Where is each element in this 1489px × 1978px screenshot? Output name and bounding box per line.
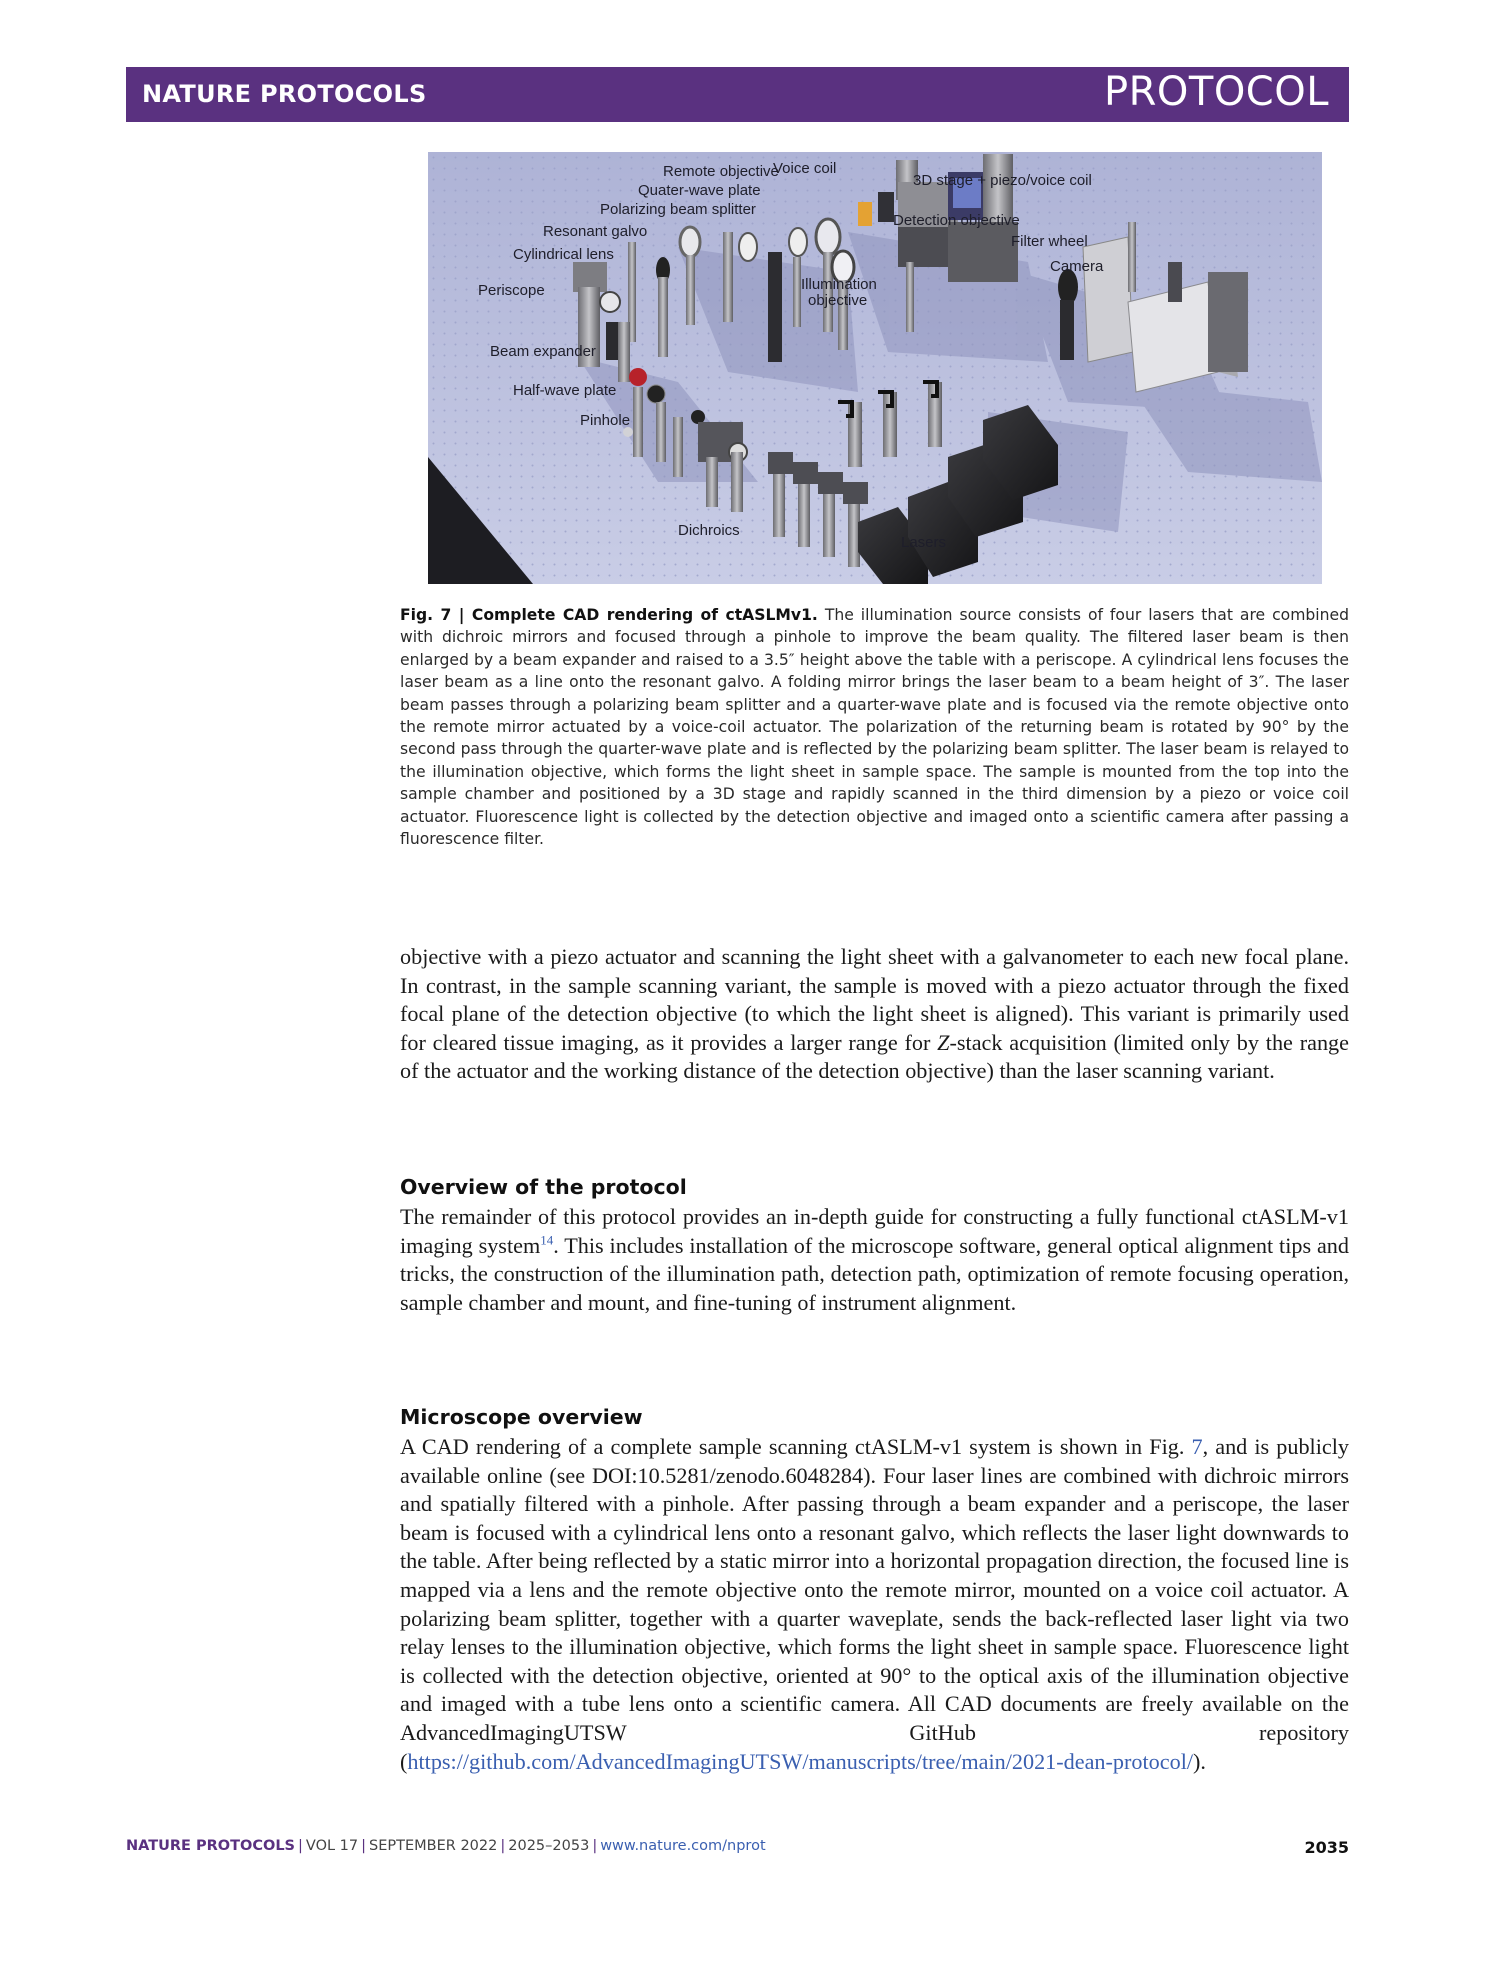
- journal-name: NATURE PROTOCOLS: [142, 80, 427, 108]
- label-pinhole: Pinhole: [580, 412, 631, 429]
- footer-volume: VOL 17: [305, 1838, 359, 1854]
- reference-link-14[interactable]: 14: [540, 1232, 554, 1248]
- github-repository-link[interactable]: https://github.com/AdvancedImagingUTSW/manuscripts/tree/main/2021-dean-protocol/: [407, 1748, 1194, 1774]
- label-lasers: Lasers: [901, 534, 947, 551]
- cad-rendering-figure: [428, 152, 1322, 584]
- label-voice-coil: Voice coil: [773, 160, 837, 177]
- paragraph-text: . This includes installation of the microscope software, general optical alignment tips and tricks, the construction of the illumination path, detection path, optimization of remote focusing operation, sample chamber and mount, and fine-tuning of instrument alignment.: [400, 1232, 1349, 1315]
- paragraph-overview: [400, 1203, 1349, 1317]
- label-camera: Camera: [1050, 258, 1104, 275]
- cad-rendering-illustration: [428, 152, 1322, 584]
- paragraph-text: A CAD rendering of a complete sample scanning ctASLM-v1 system is shown in Fig.: [400, 1434, 1192, 1459]
- paragraph-text: , and is publicly available online (see DOI:10.5281/zenodo.6048284). Four laser lines are combined with dichroic mirrors and spatially filtered with a pinhole. After passing through a beam expander and a periscope, the laser beam is focused with a cylindrical lens onto a resonant galvo, which reflects the laser light downwards to the table. After being reflected by a static mirror into a horizontal propagation direction, the focused line is mapped via a lens and the remote objective onto the remote mirror, mounted on a voice coil actuator. A polarizing beam splitter, together with a quarter waveplate, sends the back-reflected laser light via two relay lenses to the illumination objective, which forms the light sheet in sample space. Fluorescence light is collected with the detection objective, oriented at 90° to the optical axis of the illumination objective and imaged with a tube lens onto a scientific camera. All CAD documents are freely available on the AdvancedImagingUTSW GitHub repository (: [400, 1434, 1349, 1774]
- label-polarizing-beam-splitter: Polarizing beam splitter: [600, 201, 756, 218]
- label-half-wave-plate: Half-wave plate: [513, 382, 617, 399]
- label-remote-objective: Remote objective: [663, 163, 779, 180]
- figure-caption-text: The illumination source consists of four lasers that are combined with dichroic mirrors and focused through a pinhole to improve the beam quality. The filtered laser beam is then enlarged by a beam expander and raised to a 3.5″ height above the table with a periscope. A cylindrical lens focuses the laser beam as a line onto the resonant galvo. A folding mirror brings the laser beam to a beam height of 3″. The laser beam passes through a polarizing beam splitter and a quarter-wave plate and is focused via the remote objective onto the remote mirror actuated by a voice-coil actuator. The polarization of the returning beam is rotated by 90° by the second pass through the quarter-wave plate and is reflected by the polarizing beam splitter. The laser beam is relayed to the illumination objective, which forms the light sheet in sample space. The sample is mounted from the top into the sample chamber and positioned by a 3D stage and rapidly scanned in the third dimension by a piezo or voice coil actuator. Fluorescence light is collected by the detection objective and imaged onto a scientific camera after passing a fluorescence filter.: [400, 606, 1349, 849]
- label-quarter-wave-plate: Quater-wave plate: [638, 182, 761, 199]
- paragraph-text: ).: [1193, 1748, 1206, 1774]
- footer-url-link[interactable]: www.nature.com/nprot: [600, 1838, 766, 1854]
- footer-citation: NATURE PROTOCOLS | VOL 17 | SEPTEMBER 2022 | 2025–2053 | www.nature.com/nprot: [126, 1838, 766, 1854]
- label-beam-expander: Beam expander: [490, 343, 596, 360]
- paragraph-text: objective with a piezo actuator and scanning the light sheet with a galvanometer to each new focal plane. In contrast, in the sample scanning variant, the sample is moved with a piezo actuator through the fixed focal plane of the detection objective (to which the light sheet is aligned). This variant is primarily used for cleared tissue imaging, as it provides a larger range for: [400, 944, 1349, 1055]
- footer-date: SEPTEMBER 2022: [369, 1838, 498, 1854]
- italic-z: Z: [937, 1029, 950, 1055]
- label-illumination-objective-line2: objective: [808, 292, 868, 309]
- label-illumination-objective-line1: Illumination: [801, 276, 877, 293]
- label-periscope: Periscope: [478, 282, 545, 299]
- page-number: 2035: [1304, 1838, 1349, 1857]
- paragraph-text: -stack acquisition (limited only by the range of the actuator and the working distance of the detection objective) than the laser scanning variant.: [400, 1029, 1349, 1084]
- figure-reference-link[interactable]: 7: [1191, 1434, 1203, 1459]
- footer-journal: NATURE PROTOCOLS: [126, 1838, 296, 1854]
- label-detection-objective: Detection objective: [893, 212, 1020, 229]
- heading-microscope-overview: Microscope overview: [400, 1405, 643, 1429]
- figure-caption: [400, 604, 1349, 850]
- label-filter-wheel: Filter wheel: [1011, 233, 1088, 250]
- paragraph-text: The remainder of this protocol provides an in-depth guide for constructing a fully functional ctASLM-v1 imaging system: [400, 1204, 1349, 1258]
- journal-header-bar: [126, 67, 1349, 122]
- paragraph-microscope-overview: [400, 1433, 1349, 1776]
- label-3d-stage: 3D stage + piezo/voice coil: [913, 172, 1092, 189]
- heading-overview: Overview of the protocol: [400, 1175, 687, 1199]
- paragraph-scanning-variants: [400, 943, 1349, 1086]
- figure-caption-title: Fig. 7 | Complete CAD rendering of ctASLMv1.: [400, 606, 818, 624]
- label-resonant-galvo: Resonant galvo: [543, 223, 648, 240]
- label-dichroics: Dichroics: [678, 522, 740, 539]
- footer-pages: 2025–2053: [508, 1838, 590, 1854]
- article-type-label: PROTOCOL: [1103, 69, 1329, 115]
- label-cylindrical-lens: Cylindrical lens: [513, 246, 614, 263]
